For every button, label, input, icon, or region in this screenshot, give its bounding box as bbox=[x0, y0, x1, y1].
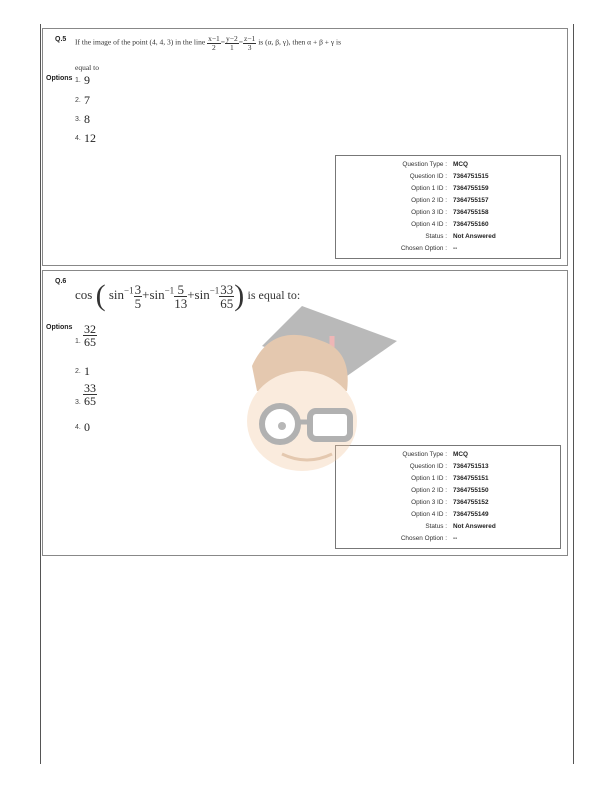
inverse-sup: −1 bbox=[124, 285, 134, 296]
info-value: 7364755150 bbox=[453, 487, 489, 494]
status-value: Not Answered bbox=[453, 233, 496, 240]
info-key: Status : bbox=[425, 523, 447, 530]
chosen-option-value: -- bbox=[453, 535, 458, 542]
stem-text: If the image of the point (4, 4, 3) in the line bbox=[75, 37, 206, 47]
left-paren: ( bbox=[95, 279, 106, 312]
sin-text: sin bbox=[108, 286, 125, 302]
info-key: Option 3 ID : bbox=[411, 209, 447, 216]
stem-line-2: equal to bbox=[75, 63, 99, 72]
option-4-value[interactable]: 0 bbox=[84, 420, 90, 434]
option-number: 3. bbox=[75, 116, 81, 123]
info-value: 7364755149 bbox=[453, 511, 489, 518]
line-frac-x: $\frac{x-1}{2}$ bbox=[208, 34, 220, 52]
info-key: Option 1 ID : bbox=[411, 475, 447, 482]
option-3-value[interactable]: $\frac{33}{65}$ bbox=[84, 381, 96, 408]
right-paren: ) bbox=[234, 279, 245, 312]
info-key: Option 2 ID : bbox=[411, 197, 447, 204]
option-3-value[interactable]: 8 bbox=[84, 112, 90, 126]
info-value: 7364751513 bbox=[453, 463, 489, 470]
info-value: 7364755158 bbox=[453, 209, 489, 216]
info-value: MCQ bbox=[453, 161, 468, 168]
option-number: 1. bbox=[75, 77, 81, 84]
option-number: 4. bbox=[75, 424, 81, 431]
info-value: 7364755151 bbox=[453, 475, 489, 482]
info-key: Question Type : bbox=[402, 451, 447, 458]
plus-sign: + bbox=[142, 286, 150, 302]
info-key: Option 1 ID : bbox=[411, 185, 447, 192]
info-key: Question ID : bbox=[409, 173, 447, 180]
status-value: Not Answered bbox=[453, 523, 496, 530]
option-number: 4. bbox=[75, 135, 81, 142]
info-key: Question ID : bbox=[409, 463, 447, 470]
option-4-value[interactable]: 12 bbox=[84, 131, 96, 145]
options-label: Options bbox=[46, 324, 73, 331]
question-stem: If the image of the point (4, 4, 3) in the line $\frac{x-1}{2}$ = $\frac{y-2}{1}$ = $\frac{z-1}{3}$ is (α, β, γ), then α + β + γ is bbox=[75, 34, 342, 52]
options-label: Options bbox=[46, 75, 73, 82]
info-key: Question Type : bbox=[402, 161, 447, 168]
option-1-value[interactable]: $\frac{32}{65}$ bbox=[84, 322, 96, 349]
sin-text: sin bbox=[149, 286, 165, 302]
info-value: 7364755159 bbox=[453, 185, 489, 192]
frac-2: $\frac{5}{13}$ bbox=[174, 281, 188, 311]
option-2-value[interactable]: 7 bbox=[84, 93, 90, 107]
info-key: Status : bbox=[425, 233, 447, 240]
stem-text-after: is equal to: bbox=[247, 287, 301, 302]
info-value: 7364755160 bbox=[453, 221, 489, 228]
plus-sign: + bbox=[187, 286, 195, 302]
info-key: Option 4 ID : bbox=[411, 221, 447, 228]
option-2-value[interactable]: 1 bbox=[84, 364, 90, 378]
line-frac-z: $\frac{z-1}{3}$ bbox=[244, 34, 256, 52]
info-value: 7364751515 bbox=[453, 173, 489, 180]
info-value: MCQ bbox=[453, 451, 468, 458]
info-key: Chosen Option : bbox=[400, 535, 447, 542]
question-number: Q.6 bbox=[55, 278, 67, 285]
option-number: 3. bbox=[75, 399, 81, 406]
frac-1: $\frac{3}{5}$ bbox=[134, 281, 142, 311]
line-frac-y: $\frac{y-2}{1}$ bbox=[226, 34, 238, 52]
info-value: 7364755152 bbox=[453, 499, 489, 506]
info-key: Option 2 ID : bbox=[411, 487, 447, 494]
inverse-sup: −1 bbox=[164, 285, 175, 296]
stem-text-after: is (α, β, γ), then α + β + γ is bbox=[258, 37, 342, 47]
watermark-mascot-icon bbox=[232, 296, 402, 476]
question-info-panel bbox=[335, 155, 561, 259]
info-value: 7364755157 bbox=[453, 197, 489, 204]
cos-text: cos bbox=[75, 286, 93, 302]
inverse-sup: −1 bbox=[209, 285, 220, 296]
info-key: Option 3 ID : bbox=[411, 499, 447, 506]
sin-text: sin bbox=[194, 286, 210, 302]
option-number: 1. bbox=[75, 338, 81, 345]
option-number: 2. bbox=[75, 97, 81, 104]
option-number: 2. bbox=[75, 368, 81, 375]
option-1-value[interactable]: 9 bbox=[84, 73, 90, 87]
info-key: Option 4 ID : bbox=[411, 511, 447, 518]
info-key: Chosen Option : bbox=[400, 245, 447, 252]
question-5-card bbox=[42, 28, 568, 266]
frac-3: $\frac{33}{65}$ bbox=[220, 281, 234, 311]
chosen-option-value: -- bbox=[453, 245, 458, 252]
question-number: Q.5 bbox=[55, 36, 67, 43]
